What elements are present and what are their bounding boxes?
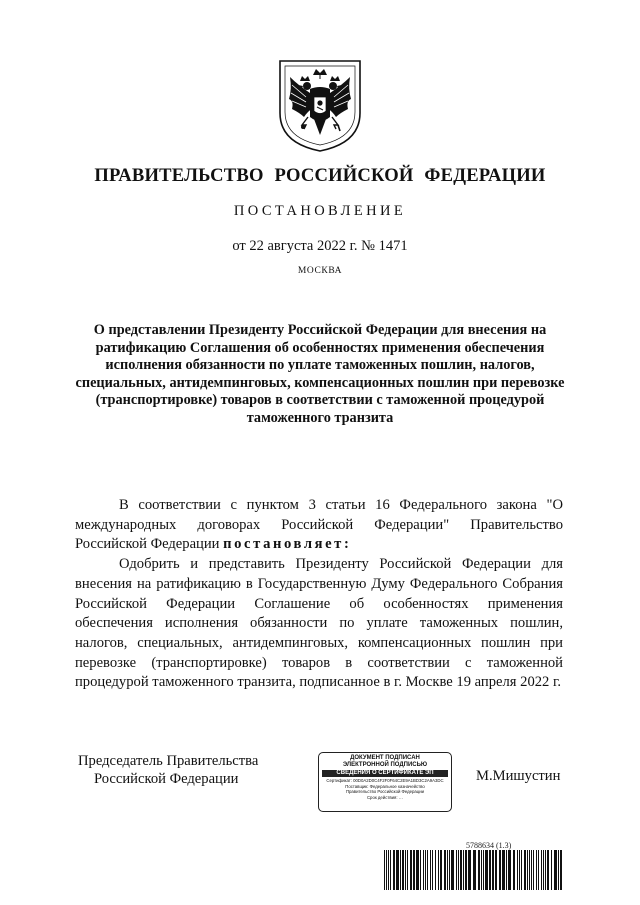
barcode-bar [521,850,522,890]
stamp-certificate: Сертификат: 00D0A2D0C4F2F0F64C2E9A1BD3C2A9A3DC [326,778,444,783]
barcode-bar [495,850,497,890]
barcode-bar [456,850,457,890]
barcode-bar [499,850,501,890]
barcode-bar [444,850,446,890]
stamp-owner: Правительство Российской Федерации [345,789,425,795]
barcode-bar [400,850,401,890]
stamp-certificate-bar: СВЕДЕНИЯ О СЕРТИФИКАТЕ ЭП [322,770,448,777]
barcode-bar [538,850,539,890]
barcode-bar [489,850,491,890]
barcode-bar [473,850,476,890]
position-line-2: Российской Федерации [94,771,239,787]
barcode-bar [524,850,526,890]
barcode-bar [388,850,389,890]
barcode-bar [447,850,448,890]
document-subject: О представлении Президенту Российской Федерации для внесения на ратификацию Соглашения об особенностях применения обеспечения исполнения обязанности по уплате таможенных пошлин, налогов, специальных, антидемпинговых, компенсационных пошлин при перевозке (транспортировке) товаров в соответствии с таможенной процедурой таможенного транзита [75,322,565,426]
barcode-bar [558,850,559,890]
barcode-bar [384,850,385,890]
barcode-bar [541,850,542,890]
barcode-bar [407,850,408,890]
barcode-number: 5788634 (1.3) [466,841,512,850]
signatory-position [78,752,278,788]
barcode-bar [390,850,391,890]
barcode-bar [481,850,482,890]
barcode-bar [506,850,507,890]
barcode-bar [551,850,552,890]
barcode [384,850,564,890]
barcode-bar [449,850,450,890]
barcode-bar [410,850,412,890]
body-paragraph-1 [75,496,563,555]
barcode-bar [478,850,480,890]
body-paragraph-2: Одобрить и представить Президенту Российской Федерации для внесения на ратификацию в Государственную Думу Федерального Собрания Российской Федерации Соглашение об особенностях применения обеспечения исполнения обязанности по уплате таможенных пошлин, налогов, специальных, антидемпинговых, компенсационных пошлин при перевозке (транспортировке) товаров в соответствии с таможенной процедурой таможенного транзита, подписанное в г. Москве 19 апреля 2022 г. [75,556,563,691]
barcode-bar [536,850,537,890]
document-type: ПОСТАНОВЛЕНИЕ [233,203,407,219]
barcode-bar [513,850,515,890]
stamp-line-1: ДОКУМЕНТ ПОДПИСАН [350,755,420,761]
barcode-bar [427,850,428,890]
barcode-bar [432,850,433,890]
barcode-bar [527,850,528,890]
government-title: ПРАВИТЕЛЬСТВО РОССИЙСКОЙ ФЕДЕРАЦИИ [94,165,546,186]
barcode-bar [468,850,471,890]
resolve-word: постановляет: [223,536,352,553]
russian-coat-of-arms-icon [276,55,364,155]
stamp-validity: Срок действия: … [366,794,404,800]
barcode-bar [560,850,562,890]
barcode-bar [492,850,494,890]
stamp-line-2: ЭЛЕКТРОННОЙ ПОДПИСЬЮ [342,762,428,768]
barcode-bar [519,850,520,890]
barcode-bar [465,850,467,890]
document-body [75,496,563,693]
barcode-bar [483,850,484,890]
barcode-bar [508,850,511,890]
barcode-bar [405,850,406,890]
barcode-bar [425,850,426,890]
barcode-bar [440,850,442,890]
barcode-bar [396,850,399,890]
barcode-bar [438,850,439,890]
signatory-name: М.Мишустин [476,768,561,784]
position-line-1: Председатель Правительства [78,753,259,769]
paragraph-1-text: В соответствии с пунктом 3 статьи 16 Федерального закона "О международных договорах Российской Федерации" Правительство Российской Федерации [75,497,563,553]
barcode-bar [517,850,518,890]
barcode-bar [547,850,549,890]
stamp-issuer: Поставщик: Федеральное казначейство [345,783,425,789]
barcode-bar [393,850,395,890]
barcode-bar [533,850,534,890]
barcode-bar [502,850,505,890]
barcode-bar [485,850,488,890]
barcode-bar [402,850,404,890]
barcode-bar [416,850,419,890]
barcode-bar [386,850,387,890]
barcode-bar [420,850,421,890]
barcode-bar [435,850,436,890]
barcode-bar [430,850,431,890]
barcode-bar [545,850,546,890]
barcode-bar [463,850,464,890]
barcode-bar [451,850,454,890]
document-city: МОСКВА [297,266,343,276]
barcode-bar [413,850,415,890]
document-date-number: от 22 августа 2022 г. № 1471 [232,238,408,254]
barcode-bar [543,850,544,890]
barcode-bar [529,850,530,890]
barcode-bar [460,850,462,890]
barcode-bar [554,850,557,890]
barcode-bar [458,850,459,890]
barcode-bar [423,850,424,890]
electronic-signature-stamp [318,752,452,812]
barcode-bar [531,850,532,890]
